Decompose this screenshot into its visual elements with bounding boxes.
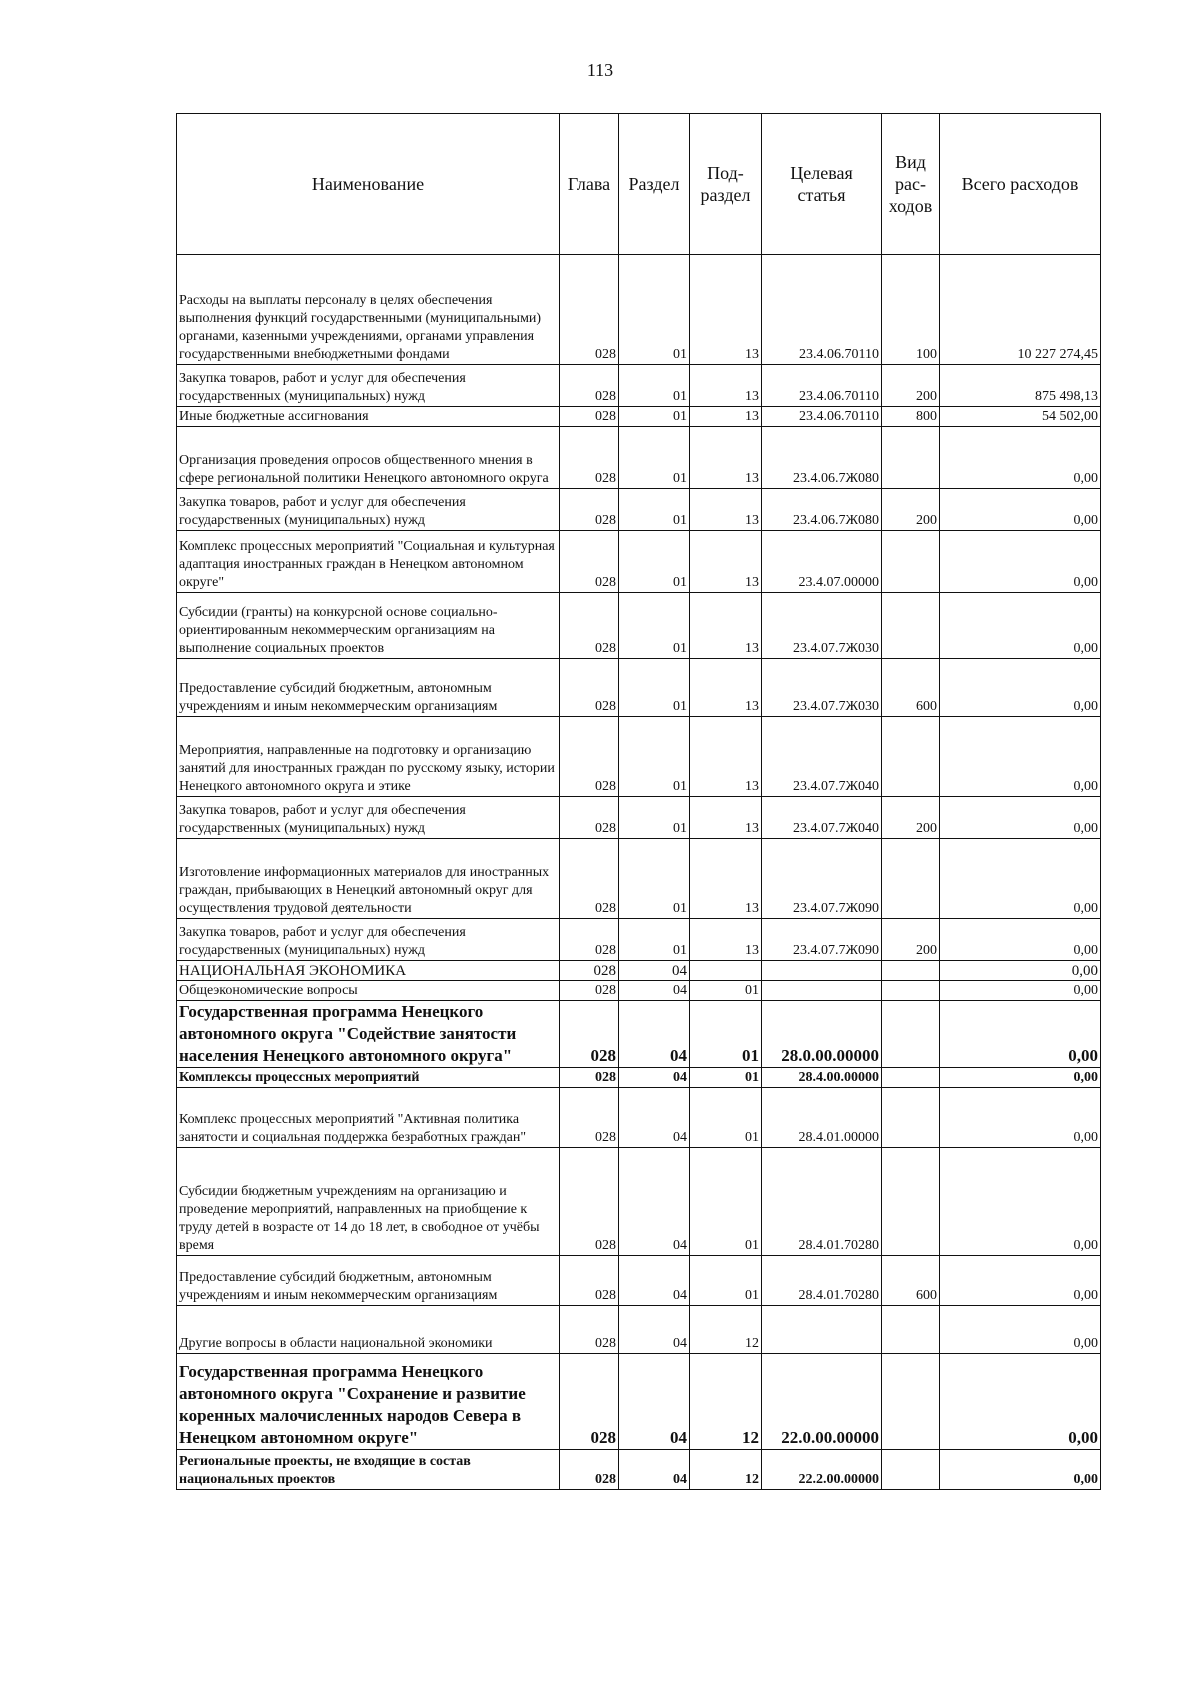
cell-celevaya bbox=[762, 1306, 882, 1354]
cell-razdel: 01 bbox=[619, 255, 690, 365]
header-vid: Вид рас- ходов bbox=[882, 114, 940, 255]
cell-vid bbox=[882, 1148, 940, 1256]
cell-celevaya: 23.4.07.00000 bbox=[762, 531, 882, 593]
cell-celevaya: 22.2.00.00000 bbox=[762, 1450, 882, 1490]
table-row bbox=[177, 1088, 1101, 1148]
cell-podrazdel: 01 bbox=[690, 981, 762, 1001]
cell-celevaya bbox=[762, 961, 882, 981]
cell-razdel: 04 bbox=[619, 1001, 690, 1068]
cell-total: 0,00 bbox=[940, 981, 1101, 1001]
cell-vid bbox=[882, 531, 940, 593]
cell-glava: 028 bbox=[560, 531, 619, 593]
cell-name: Субсидии бюджетным учреждениям на организацию и проведение мероприятий, направленных на приобщение к труду детей в возрасте от 14 до 18 лет, в свободное от учёбы время bbox=[177, 1148, 560, 1256]
cell-celevaya: 23.4.07.7Ж090 bbox=[762, 919, 882, 961]
cell-name: Региональные проекты, не входящие в состав национальных проектов bbox=[177, 1450, 560, 1490]
cell-podrazdel: 13 bbox=[690, 255, 762, 365]
cell-razdel: 04 bbox=[619, 1256, 690, 1306]
header-glava: Глава bbox=[560, 114, 619, 255]
cell-vid bbox=[882, 717, 940, 797]
cell-celevaya bbox=[762, 981, 882, 1001]
cell-podrazdel: 01 bbox=[690, 1068, 762, 1088]
cell-razdel: 01 bbox=[619, 717, 690, 797]
cell-total: 0,00 bbox=[940, 427, 1101, 489]
cell-vid bbox=[882, 1450, 940, 1490]
table-row bbox=[177, 717, 1101, 797]
cell-razdel: 01 bbox=[619, 531, 690, 593]
cell-name: Государственная программа Ненецкого автономного округа "Содействие занятости населения Ненецкого автономного округа" bbox=[177, 1001, 560, 1068]
cell-name: Другие вопросы в области национальной экономики bbox=[177, 1306, 560, 1354]
cell-name: Субсидии (гранты) на конкурсной основе социально-ориентированным некоммерческим организациям на выполнение социальных проектов bbox=[177, 593, 560, 659]
cell-vid: 200 bbox=[882, 489, 940, 531]
cell-razdel: 01 bbox=[619, 489, 690, 531]
cell-name: Государственная программа Ненецкого автономного округа "Сохранение и развитие коренных малочисленных народов Севера в Ненецком автономном округе" bbox=[177, 1354, 560, 1450]
cell-podrazdel: 01 bbox=[690, 1148, 762, 1256]
cell-total: 0,00 bbox=[940, 1306, 1101, 1354]
cell-total: 0,00 bbox=[940, 1450, 1101, 1490]
cell-vid: 800 bbox=[882, 407, 940, 427]
cell-name: Закупка товаров, работ и услуг для обеспечения государственных (муниципальных) нужд bbox=[177, 489, 560, 531]
header-razdel: Раздел bbox=[619, 114, 690, 255]
cell-name: Комплекс процессных мероприятий "Социальная и культурная адаптация иностранных граждан в Ненецком автономном округе" bbox=[177, 531, 560, 593]
cell-razdel: 04 bbox=[619, 1306, 690, 1354]
cell-name: Закупка товаров, работ и услуг для обеспечения государственных (муниципальных) нужд bbox=[177, 365, 560, 407]
cell-total: 0,00 bbox=[940, 919, 1101, 961]
cell-vid bbox=[882, 961, 940, 981]
table-row bbox=[177, 1354, 1101, 1450]
cell-glava: 028 bbox=[560, 1306, 619, 1354]
cell-vid: 200 bbox=[882, 365, 940, 407]
cell-glava: 028 bbox=[560, 1088, 619, 1148]
cell-razdel: 04 bbox=[619, 1068, 690, 1088]
cell-vid bbox=[882, 1001, 940, 1068]
cell-vid bbox=[882, 981, 940, 1001]
cell-glava: 028 bbox=[560, 1354, 619, 1450]
cell-celevaya: 23.4.06.70110 bbox=[762, 365, 882, 407]
table-row bbox=[177, 839, 1101, 919]
cell-total: 0,00 bbox=[940, 961, 1101, 981]
cell-celevaya: 23.4.06.70110 bbox=[762, 255, 882, 365]
cell-razdel: 01 bbox=[619, 407, 690, 427]
cell-vid bbox=[882, 1068, 940, 1088]
cell-name: НАЦИОНАЛЬНАЯ ЭКОНОМИКА bbox=[177, 961, 560, 981]
cell-celevaya: 23.4.07.7Ж030 bbox=[762, 659, 882, 717]
header-celevaya: Целевая статья bbox=[762, 114, 882, 255]
cell-glava: 028 bbox=[560, 489, 619, 531]
table-row bbox=[177, 1148, 1101, 1256]
cell-vid bbox=[882, 1088, 940, 1148]
cell-name: Расходы на выплаты персоналу в целях обеспечения выполнения функций государственными (муниципальными) органами, казенными учреждениями, органами управления государственными внебюджетными фондами bbox=[177, 255, 560, 365]
cell-celevaya: 28.0.00.00000 bbox=[762, 1001, 882, 1068]
cell-celevaya: 23.4.07.7Ж040 bbox=[762, 717, 882, 797]
cell-total: 0,00 bbox=[940, 1088, 1101, 1148]
table-row bbox=[177, 659, 1101, 717]
cell-podrazdel: 13 bbox=[690, 531, 762, 593]
table-row bbox=[177, 1068, 1101, 1088]
cell-razdel: 04 bbox=[619, 961, 690, 981]
budget-table bbox=[176, 113, 1101, 1490]
table-row bbox=[177, 531, 1101, 593]
cell-name: Закупка товаров, работ и услуг для обеспечения государственных (муниципальных) нужд bbox=[177, 797, 560, 839]
cell-total: 0,00 bbox=[940, 593, 1101, 659]
cell-total: 0,00 bbox=[940, 1256, 1101, 1306]
table-row bbox=[177, 919, 1101, 961]
cell-podrazdel: 12 bbox=[690, 1306, 762, 1354]
cell-glava: 028 bbox=[560, 1450, 619, 1490]
cell-total: 0,00 bbox=[940, 489, 1101, 531]
table-row bbox=[177, 365, 1101, 407]
header-name: Наименование bbox=[177, 114, 560, 255]
cell-name: Общеэкономические вопросы bbox=[177, 981, 560, 1001]
cell-glava: 028 bbox=[560, 797, 619, 839]
cell-glava: 028 bbox=[560, 593, 619, 659]
cell-podrazdel: 01 bbox=[690, 1256, 762, 1306]
cell-podrazdel: 01 bbox=[690, 1001, 762, 1068]
cell-podrazdel: 13 bbox=[690, 407, 762, 427]
cell-vid: 100 bbox=[882, 255, 940, 365]
cell-celevaya: 23.4.06.7Ж080 bbox=[762, 489, 882, 531]
cell-total: 0,00 bbox=[940, 1001, 1101, 1068]
cell-total: 0,00 bbox=[940, 531, 1101, 593]
cell-glava: 028 bbox=[560, 961, 619, 981]
cell-podrazdel: 13 bbox=[690, 797, 762, 839]
cell-total: 0,00 bbox=[940, 839, 1101, 919]
table-row bbox=[177, 1450, 1101, 1490]
table-row bbox=[177, 961, 1101, 981]
cell-name: Комплекс процессных мероприятий "Активная политика занятости и социальная поддержка безработных граждан" bbox=[177, 1088, 560, 1148]
cell-vid: 200 bbox=[882, 919, 940, 961]
cell-glava: 028 bbox=[560, 981, 619, 1001]
cell-podrazdel bbox=[690, 961, 762, 981]
header-row bbox=[177, 114, 1101, 255]
cell-total: 0,00 bbox=[940, 1354, 1101, 1450]
cell-name: Организация проведения опросов общественного мнения в сфере региональной политики Ненецкого автономного округа bbox=[177, 427, 560, 489]
cell-name: Предоставление субсидий бюджетным, автономным учреждениям и иным некоммерческим организациям bbox=[177, 1256, 560, 1306]
cell-glava: 028 bbox=[560, 919, 619, 961]
cell-vid: 600 bbox=[882, 1256, 940, 1306]
cell-glava: 028 bbox=[560, 717, 619, 797]
cell-podrazdel: 13 bbox=[690, 427, 762, 489]
cell-celevaya: 23.4.07.7Ж030 bbox=[762, 593, 882, 659]
cell-name: Закупка товаров, работ и услуг для обеспечения государственных (муниципальных) нужд bbox=[177, 919, 560, 961]
cell-podrazdel: 13 bbox=[690, 593, 762, 659]
cell-vid bbox=[882, 1306, 940, 1354]
cell-total: 0,00 bbox=[940, 659, 1101, 717]
cell-total: 0,00 bbox=[940, 1068, 1101, 1088]
cell-glava: 028 bbox=[560, 255, 619, 365]
cell-razdel: 04 bbox=[619, 1354, 690, 1450]
cell-vid bbox=[882, 839, 940, 919]
cell-glava: 028 bbox=[560, 1148, 619, 1256]
cell-glava: 028 bbox=[560, 839, 619, 919]
cell-podrazdel: 01 bbox=[690, 1088, 762, 1148]
cell-celevaya: 28.4.01.70280 bbox=[762, 1148, 882, 1256]
cell-celevaya: 28.4.01.70280 bbox=[762, 1256, 882, 1306]
cell-celevaya: 22.0.00.00000 bbox=[762, 1354, 882, 1450]
cell-name: Иные бюджетные ассигнования bbox=[177, 407, 560, 427]
cell-name: Изготовление информационных материалов для иностранных граждан, прибывающих в Ненецкий автономный округ для осуществления трудовой деятельности bbox=[177, 839, 560, 919]
cell-glava: 028 bbox=[560, 365, 619, 407]
cell-celevaya: 23.4.07.7Ж090 bbox=[762, 839, 882, 919]
cell-glava: 028 bbox=[560, 427, 619, 489]
cell-podrazdel: 13 bbox=[690, 839, 762, 919]
cell-podrazdel: 12 bbox=[690, 1354, 762, 1450]
cell-name: Мероприятия, направленные на подготовку и организацию занятий для иностранных граждан по русскому языку, истории Ненецкого автономного округа и этике bbox=[177, 717, 560, 797]
cell-name: Предоставление субсидий бюджетным, автономным учреждениям и иным некоммерческим организациям bbox=[177, 659, 560, 717]
cell-glava: 028 bbox=[560, 407, 619, 427]
header-total: Всего расходов bbox=[940, 114, 1101, 255]
cell-total: 0,00 bbox=[940, 797, 1101, 839]
cell-razdel: 04 bbox=[619, 1088, 690, 1148]
cell-podrazdel: 13 bbox=[690, 717, 762, 797]
cell-vid bbox=[882, 1354, 940, 1450]
cell-podrazdel: 13 bbox=[690, 365, 762, 407]
cell-razdel: 01 bbox=[619, 659, 690, 717]
cell-celevaya: 23.4.07.7Ж040 bbox=[762, 797, 882, 839]
cell-glava: 028 bbox=[560, 1256, 619, 1306]
table-row bbox=[177, 797, 1101, 839]
cell-vid: 200 bbox=[882, 797, 940, 839]
cell-total: 0,00 bbox=[940, 717, 1101, 797]
cell-celevaya: 23.4.06.70110 bbox=[762, 407, 882, 427]
table-row bbox=[177, 427, 1101, 489]
cell-total: 10 227 274,45 bbox=[940, 255, 1101, 365]
cell-razdel: 01 bbox=[619, 593, 690, 659]
table-row bbox=[177, 407, 1101, 427]
table-row bbox=[177, 1256, 1101, 1306]
cell-name: Комплексы процессных мероприятий bbox=[177, 1068, 560, 1088]
cell-razdel: 01 bbox=[619, 797, 690, 839]
cell-total: 0,00 bbox=[940, 1148, 1101, 1256]
cell-podrazdel: 13 bbox=[690, 919, 762, 961]
page-number: 113 bbox=[586, 60, 614, 80]
table-row bbox=[177, 981, 1101, 1001]
header-podrazdel: Под- раздел bbox=[690, 114, 762, 255]
cell-podrazdel: 12 bbox=[690, 1450, 762, 1490]
cell-glava: 028 bbox=[560, 1068, 619, 1088]
cell-celevaya: 28.4.01.00000 bbox=[762, 1088, 882, 1148]
table-row bbox=[177, 1306, 1101, 1354]
table-row bbox=[177, 489, 1101, 531]
cell-total: 875 498,13 bbox=[940, 365, 1101, 407]
cell-celevaya: 28.4.00.00000 bbox=[762, 1068, 882, 1088]
cell-razdel: 04 bbox=[619, 1148, 690, 1256]
cell-podrazdel: 13 bbox=[690, 659, 762, 717]
cell-vid: 600 bbox=[882, 659, 940, 717]
cell-razdel: 01 bbox=[619, 427, 690, 489]
cell-razdel: 01 bbox=[619, 919, 690, 961]
table-row bbox=[177, 593, 1101, 659]
cell-razdel: 04 bbox=[619, 981, 690, 1001]
cell-razdel: 01 bbox=[619, 839, 690, 919]
cell-celevaya: 23.4.06.7Ж080 bbox=[762, 427, 882, 489]
cell-razdel: 04 bbox=[619, 1450, 690, 1490]
table-row bbox=[177, 255, 1101, 365]
cell-total: 54 502,00 bbox=[940, 407, 1101, 427]
cell-podrazdel: 13 bbox=[690, 489, 762, 531]
cell-glava: 028 bbox=[560, 659, 619, 717]
table-row bbox=[177, 1001, 1101, 1068]
cell-razdel: 01 bbox=[619, 365, 690, 407]
cell-vid bbox=[882, 427, 940, 489]
cell-vid bbox=[882, 593, 940, 659]
cell-glava: 028 bbox=[560, 1001, 619, 1068]
